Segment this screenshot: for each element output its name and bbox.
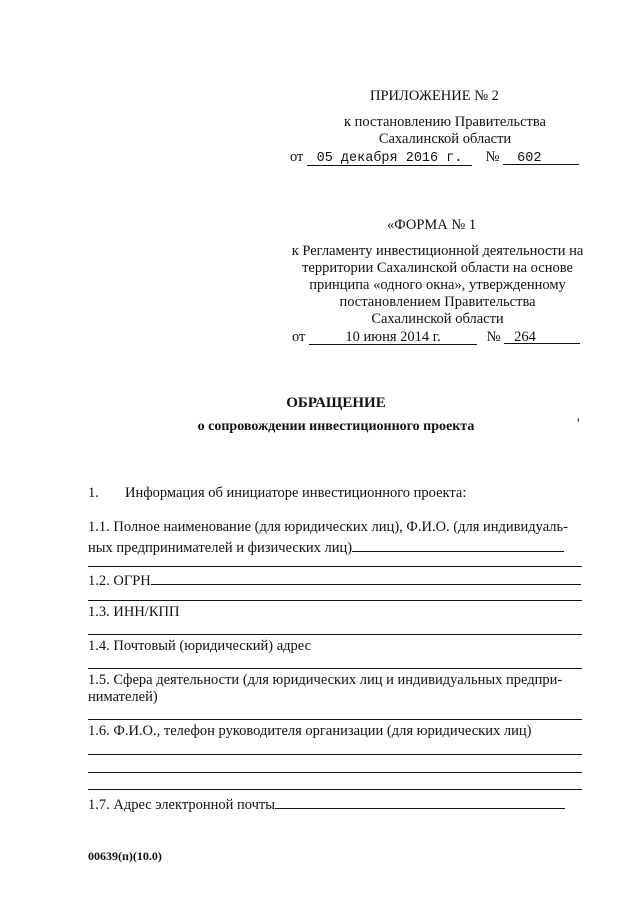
field-1-2-label: 1.2. ОГРН (88, 573, 151, 589)
field-1-5-input-line[interactable] (88, 719, 582, 720)
appendix-date: 05 декабря 2016 г. (307, 150, 472, 166)
field-1-6-input-line-2[interactable] (88, 772, 582, 773)
appendix-line-2: Сахалинской области (378, 131, 512, 147)
form-date: 10 июня 2014 г. (309, 329, 477, 345)
form-line-5: Сахалинской области (371, 311, 504, 327)
field-1-1-label-line-1: 1.1. Полное наименование (для юридических лиц), Ф.И.О. (для индивидуаль- (88, 519, 568, 535)
section-number: 1. (88, 485, 99, 501)
from-label: от (292, 329, 306, 345)
field-1-7 (88, 793, 565, 814)
form-title: «ФОРМА № 1 (387, 217, 477, 233)
appendix-title: ПРИЛОЖЕНИЕ № 2 (370, 88, 499, 104)
number-label: № (486, 329, 501, 345)
field-1-6-label: 1.6. Ф.И.О., телефон руководителя организации (для юридических лиц) (88, 723, 532, 739)
stray-mark: ' (577, 416, 580, 432)
field-1-4-input-line[interactable] (88, 668, 582, 669)
form-line-4: постановлением Правительства (339, 294, 536, 310)
field-1-5-label-line-1: 1.5. Сфера деятельности (для юридических лиц и индивидуальных предпри- (88, 672, 563, 688)
field-1-3-input-line[interactable] (88, 634, 582, 635)
field-1-2-extra-line[interactable] (88, 600, 582, 601)
field-1-2-input-line[interactable] (151, 569, 581, 585)
number-label: № (485, 149, 500, 165)
form-date-line (292, 329, 580, 346)
field-1-1-label-line-2 (88, 536, 564, 557)
field-1-7-label: 1.7. Адрес электронной почты (88, 797, 275, 813)
field-1-6-input-line-1[interactable] (88, 754, 582, 755)
field-1-3-label: 1.3. ИНН/КПП (88, 604, 180, 620)
field-1-6-input-line-3[interactable] (88, 789, 582, 790)
form-number: 264 (504, 329, 580, 344)
appendix-line-1: к постановлению Правительства (344, 114, 546, 130)
document-subtitle: о сопровождении инвестиционного проекта (197, 419, 475, 434)
field-1-1-label-text: ных предпринимателей и физических лиц) (88, 540, 353, 556)
appendix-date-line (290, 149, 579, 166)
section-title: Информация об инициаторе инвестиционного проекта: (125, 485, 467, 501)
form-line-3: принципа «одного окна», утвержденному (309, 277, 566, 293)
footer-code: 00639(п)(10.0) (88, 849, 162, 863)
field-1-2 (88, 569, 581, 590)
from-label: от (290, 149, 304, 165)
field-1-7-input-line[interactable] (275, 793, 565, 809)
appendix-number: 602 (503, 150, 579, 165)
field-1-5-label-line-2: нимателей) (88, 689, 158, 705)
document-title: ОБРАЩЕНИЕ (286, 395, 386, 411)
form-line-2: территории Сахалинской области на основе (302, 260, 573, 276)
form-line-1: к Регламенту инвестиционной деятельности на (291, 243, 584, 259)
field-1-4-label: 1.4. Почтовый (юридический) адрес (88, 638, 312, 654)
field-1-1-input-line[interactable] (352, 536, 564, 552)
field-1-1-extra-line[interactable] (88, 566, 582, 567)
